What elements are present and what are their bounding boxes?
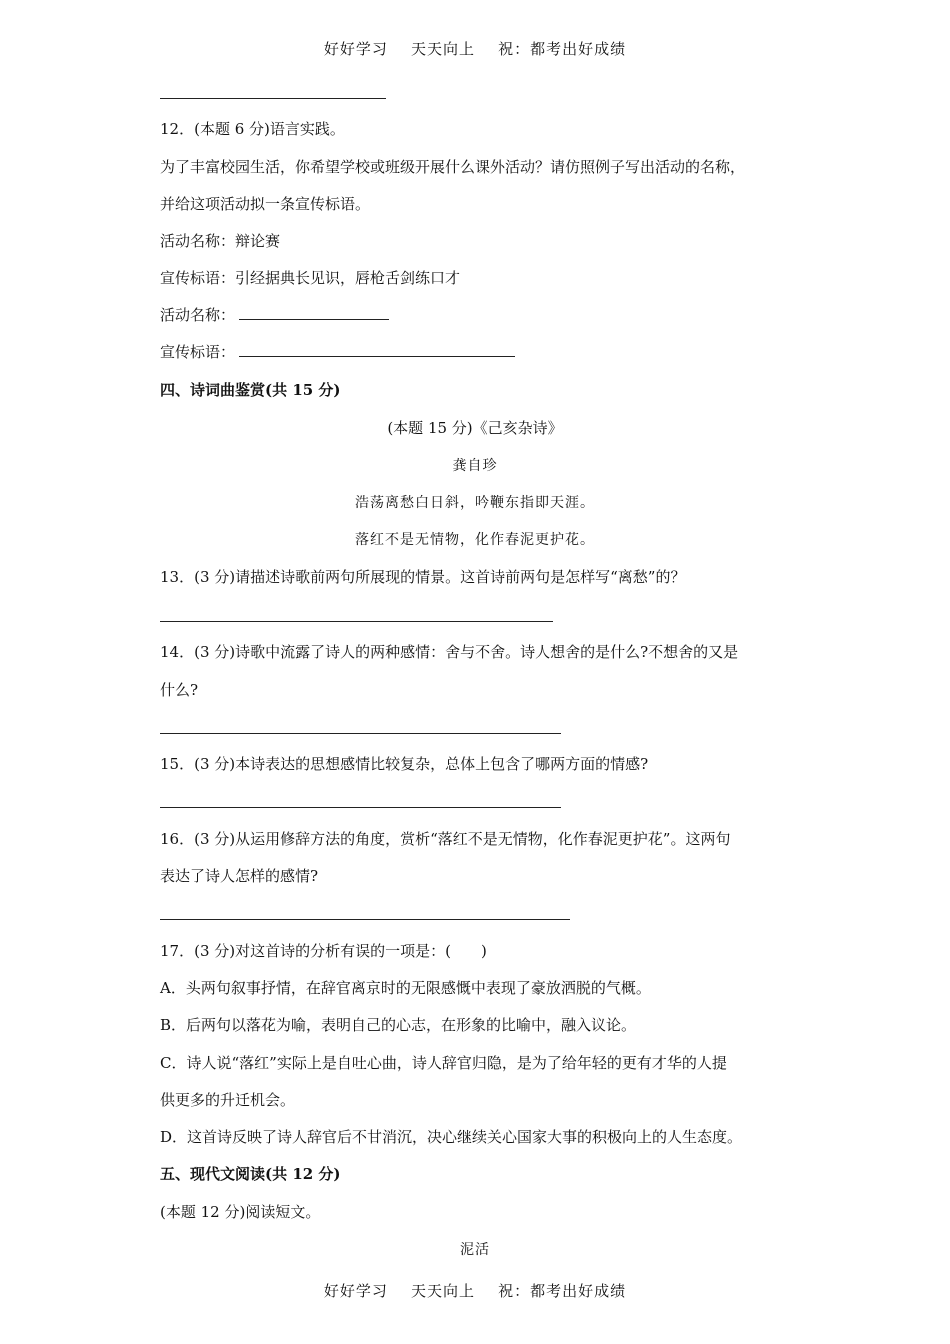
- q17-option-d: D．这首诗反映了诗人辞官后不甘消沉，决心继续关心国家大事的积极向上的人生态度。: [160, 1128, 743, 1146]
- section4-heading: 四、诗词曲鉴赏(共 15 分): [160, 381, 341, 399]
- q17-option-c-line2: 供更多的升迁机会。: [160, 1091, 296, 1109]
- q12-slogan-row: [160, 341, 515, 362]
- q13-text: 13．(3 分)请描述诗歌前两句所展现的情景。这首诗前两句是怎样写“离愁”的？: [160, 568, 686, 586]
- q12-slogan-label: 宣传标语：: [160, 343, 236, 361]
- q17-stem: 17．(3 分)对这首诗的分析有误的一项是：( ): [160, 942, 487, 960]
- article-title: 泥活: [460, 1242, 490, 1258]
- answer-line-q13[interactable]: [160, 621, 553, 622]
- header-text-3: 祝：都考出好成绩: [498, 40, 627, 58]
- section5-intro: (本题 12 分)阅读短文。: [160, 1203, 321, 1221]
- q17-option-b: B．后两句以落花为喻，表明自己的心志，在形象的比喻中，融入议论。: [160, 1016, 637, 1034]
- footer-text-2: 天天向上: [410, 1282, 475, 1300]
- answer-line-q11[interactable]: [160, 98, 386, 99]
- q15-text: 15．(3 分)本诗表达的思想感情比较复杂，总体上包含了哪两方面的情感?: [160, 755, 649, 773]
- poem-line-1: 浩荡离愁白日斜，吟鞭东指即天涯。: [355, 495, 595, 511]
- q12-example-name: 活动名称：辩论赛: [160, 232, 281, 250]
- poem-author: 龚自珍: [452, 458, 498, 474]
- footer-text-1: 好好学习: [323, 1282, 388, 1300]
- q14-line2: 什么?: [160, 681, 199, 699]
- q12-prompt-line2: 并给这项活动拟一条宣传标语。: [160, 195, 371, 213]
- header-text-2: 天天向上: [410, 40, 475, 58]
- q16-line2: 表达了诗人怎样的感情?: [160, 867, 319, 885]
- q14-line1: 14．(3 分)诗歌中流露了诗人的两种感情：舍与不舍。诗人想舍的是什么?不想舍的又是: [160, 643, 739, 661]
- header-text-1: 好好学习: [323, 40, 388, 58]
- q12-activity-name-row: [160, 304, 389, 325]
- poem-title: (本题 15 分)《己亥杂诗》: [387, 419, 563, 437]
- q12-example-slogan: 宣传标语：引经据典长见识，唇枪舌剑练口才: [160, 269, 461, 287]
- q12-slogan-blank[interactable]: [239, 356, 515, 357]
- q17-option-c-line1: C．诗人说“落红”实际上是自吐心曲，诗人辞官归隐，是为了给年轻的更有才华的人提: [160, 1054, 727, 1072]
- q12-title: 12．(本题 6 分)语言实践。: [160, 120, 345, 138]
- answer-line-q14[interactable]: [160, 733, 561, 734]
- section5-heading: 五、现代文阅读(共 12 分): [160, 1165, 341, 1183]
- q16-line1: 16．(3 分)从运用修辞方法的角度，赏析“落红不是无情物，化作春泥更护花”。这两句: [160, 830, 731, 848]
- page-header: [0, 38, 950, 59]
- page-footer: [0, 1280, 950, 1301]
- answer-line-q16[interactable]: [160, 919, 570, 920]
- q12-activity-name-label: 活动名称：: [160, 306, 236, 324]
- answer-line-q15[interactable]: [160, 807, 561, 808]
- footer-text-3: 祝：都考出好成绩: [498, 1282, 627, 1300]
- poem-line-2: 落红不是无情物，化作春泥更护花。: [355, 532, 595, 548]
- q17-option-a: A．头两句叙事抒情，在辞官离京时的无限感慨中表现了豪放洒脱的气概。: [160, 979, 651, 997]
- q12-prompt-line1: 为了丰富校园生活，你希望学校或班级开展什么课外活动？请仿照例子写出活动的名称，: [160, 158, 746, 176]
- q12-activity-name-blank[interactable]: [239, 319, 389, 320]
